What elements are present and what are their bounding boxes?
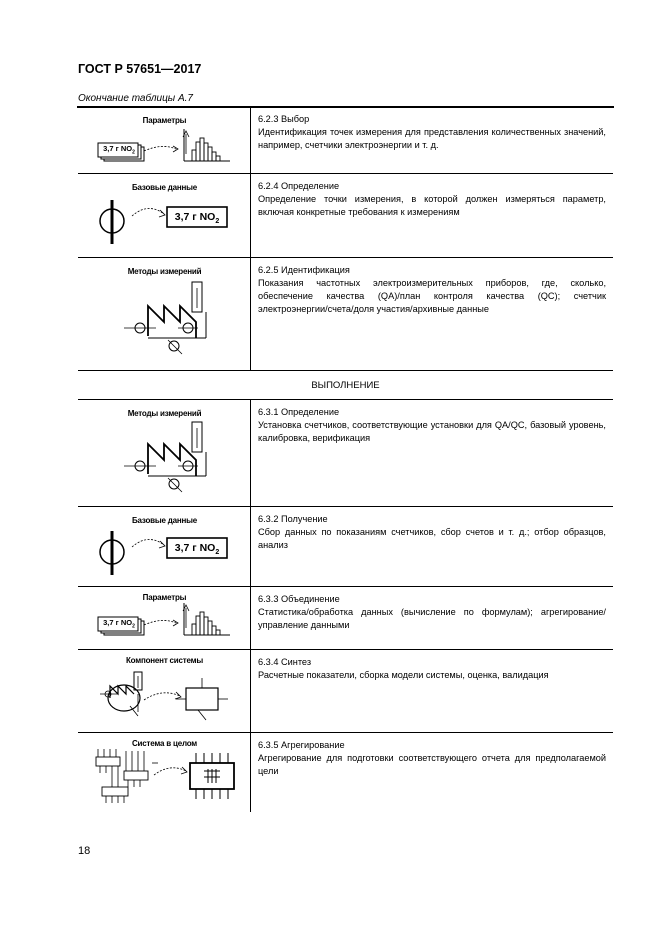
figure-title: Базовые данные xyxy=(131,183,198,192)
clause-body: Определение точки измерения, в которой должен измеряться параметр, включая конкретные требования к измерениям xyxy=(258,194,606,217)
text-cell xyxy=(258,180,606,219)
clause-heading: 6.3.3 Объединение xyxy=(258,594,340,604)
clause-heading: 6.2.4 Определение xyxy=(258,181,340,191)
section-row xyxy=(78,371,613,400)
table-row xyxy=(78,400,613,507)
clause-body: Расчетные показатели, сборка модели системы, оценка, валидация xyxy=(258,670,549,680)
figure-title: Параметры xyxy=(142,116,187,125)
value-subscript: 2 xyxy=(132,623,135,630)
clause-body: Идентификация точек измерения для представления количественных значений, например, счетчики электроэнергии и т. д. xyxy=(258,127,606,150)
figure-title: Методы измерений xyxy=(127,409,202,418)
figure-title: Базовые данные xyxy=(131,516,198,525)
table-caption: Окончание таблицы А.7 xyxy=(78,93,193,104)
figure-cell xyxy=(78,650,251,732)
page-number: 18 xyxy=(78,845,91,857)
figure-cell xyxy=(78,587,251,649)
figure-cell xyxy=(78,400,251,506)
system-component-figure xyxy=(78,650,251,732)
section-title: ВЫПОЛНЕНИЕ xyxy=(311,380,380,391)
table-row xyxy=(78,174,613,258)
clause-heading: 6.2.5 Идентификация xyxy=(258,265,350,275)
figure-title: Система в целом xyxy=(131,739,198,748)
clause-heading: 6.3.5 Агрегирование xyxy=(258,740,345,750)
table-row xyxy=(78,650,613,733)
figure-title: Компонент системы xyxy=(126,656,203,665)
figure-cell xyxy=(78,507,251,586)
table-row xyxy=(78,107,613,174)
text-cell xyxy=(258,656,606,682)
table-row xyxy=(78,507,613,587)
table-row xyxy=(78,733,613,812)
text-cell xyxy=(258,739,606,778)
clause-body: Установка счетчиков, соответствующие установки для QA/QC, базовый уровень, калибровка, верификация xyxy=(258,420,606,443)
measurement-methods-figure xyxy=(78,258,251,370)
figure-cell xyxy=(78,107,251,173)
value-subscript: 2 xyxy=(132,149,135,156)
table-row xyxy=(78,258,613,371)
clause-body: Агрегирование для подготовки соответствующего отчета для предполагаемой цели xyxy=(258,753,606,776)
measurement-methods-figure xyxy=(78,400,251,506)
figure-cell xyxy=(78,733,251,812)
text-cell xyxy=(258,513,606,552)
value-label: 3,7 г NO xyxy=(174,211,216,223)
figure-cell xyxy=(78,174,251,257)
figure-cell xyxy=(78,258,251,370)
value-label: 3,7 г NO xyxy=(174,542,216,554)
text-cell xyxy=(258,593,606,632)
figure-title: Параметры xyxy=(142,593,187,602)
clause-heading: 6.3.2 Получение xyxy=(258,514,328,524)
table-row xyxy=(78,587,613,650)
clause-heading: 6.2.3 Выбор xyxy=(258,114,310,124)
whole-system-figure xyxy=(78,733,251,811)
clause-body: Сбор данных по показаниям счетчиков, сбор счетов и т. д.; отбор образцов, анализ xyxy=(258,527,606,550)
value-label: 3,7 г NO xyxy=(103,618,133,627)
figure-title: Методы измерений xyxy=(127,267,202,276)
text-cell xyxy=(258,406,606,445)
clause-heading: 6.3.1 Определение xyxy=(258,407,340,417)
clause-body: Показания частотных электроизмерительных приборов, где, сколько, обеспечение качества (QA)/план контроля качества (QC); счетчик электроэнергии/счета/доля участия/архивные данные xyxy=(258,278,606,314)
clause-heading: 6.3.4 Синтез xyxy=(258,657,312,667)
value-label: 3,7 г NO xyxy=(103,144,133,153)
parameters-figure xyxy=(78,107,251,173)
value-subscript: 2 xyxy=(215,549,220,557)
text-cell xyxy=(258,113,606,152)
table xyxy=(77,106,614,776)
value-subscript: 2 xyxy=(215,218,220,226)
text-cell xyxy=(258,264,606,316)
clause-body: Статистика/обработка данных (вычисление по формулам); агрегирование/управление данными xyxy=(258,607,606,630)
document-header: ГОСТ Р 57651—2017 xyxy=(78,62,202,76)
